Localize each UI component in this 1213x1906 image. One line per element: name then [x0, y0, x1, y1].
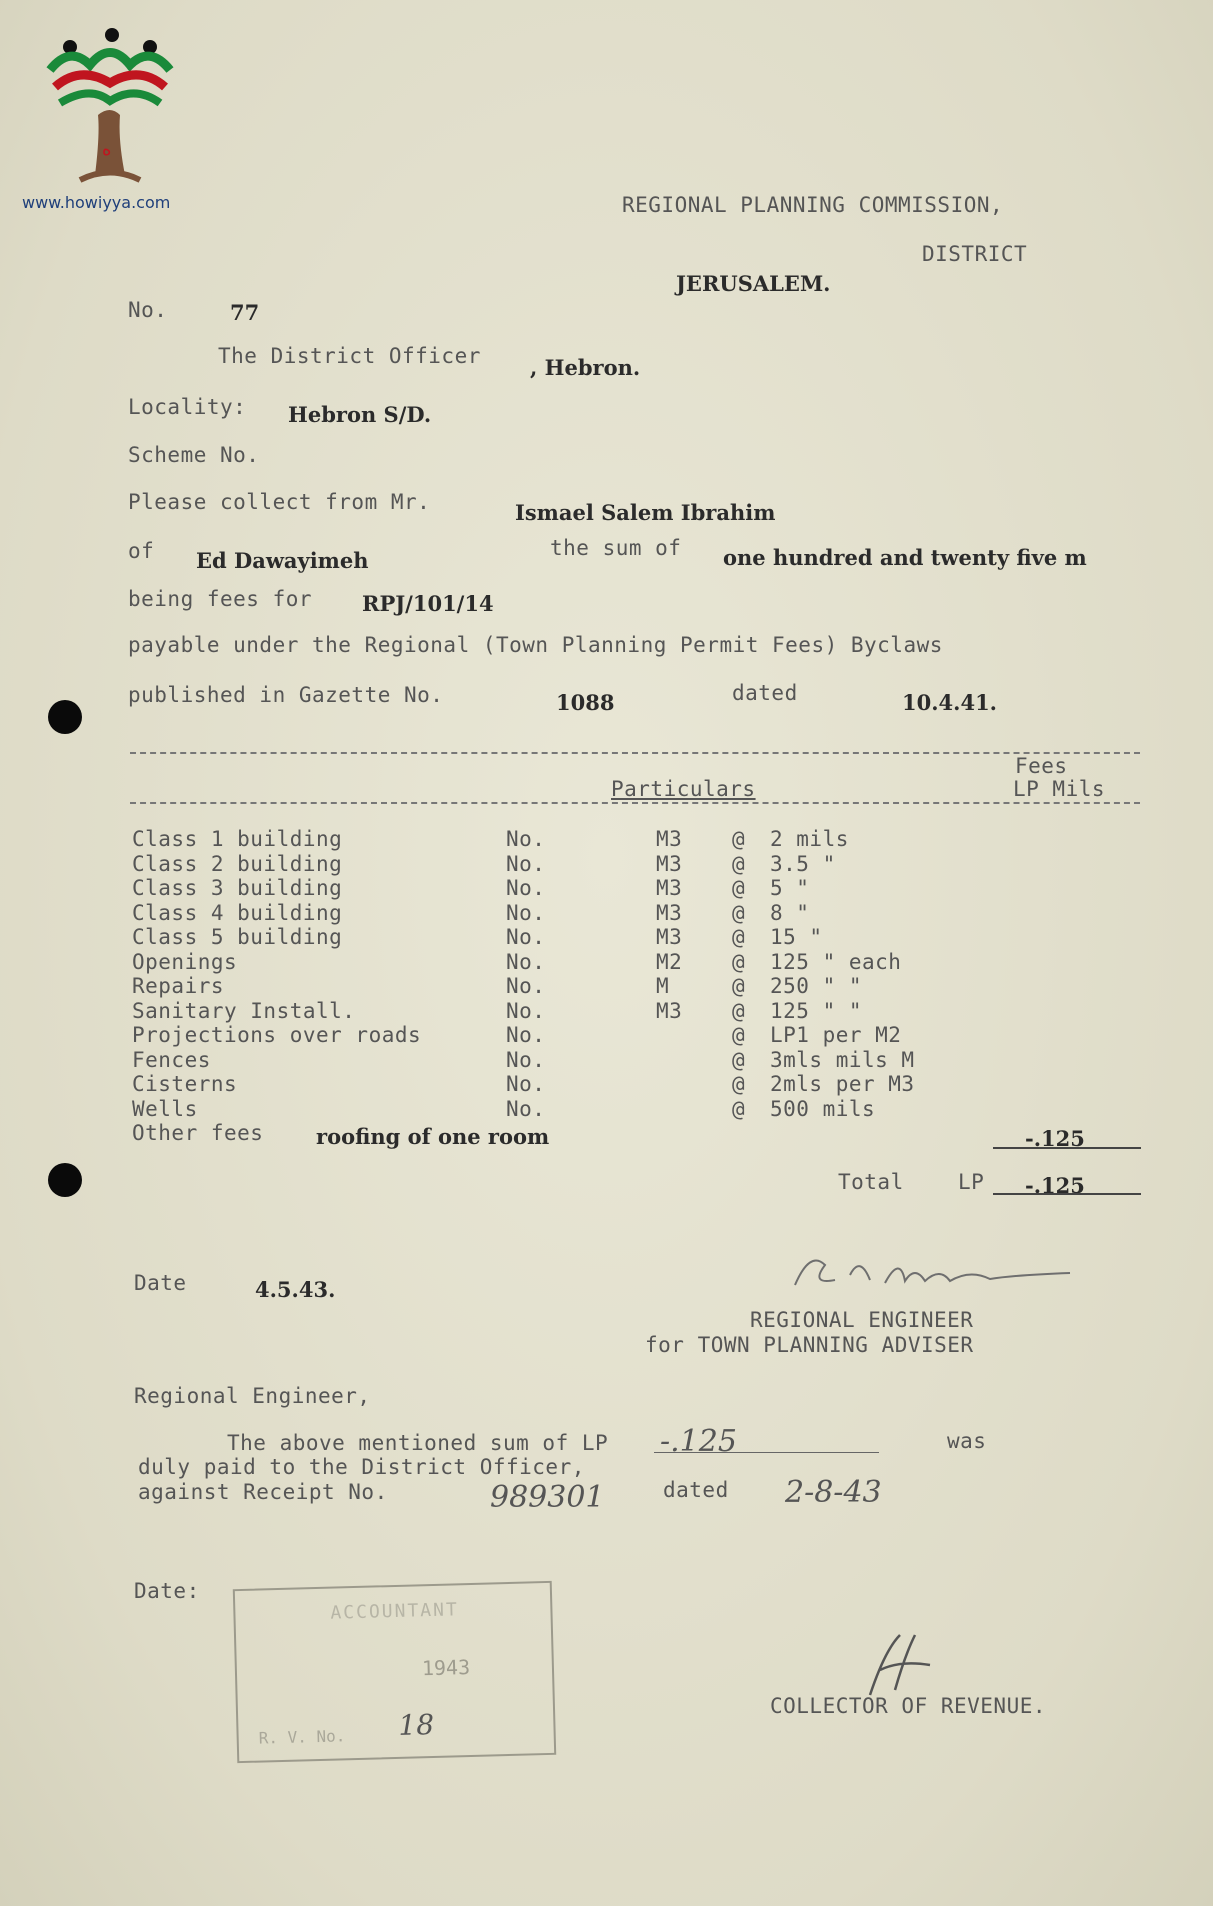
table-row-at: @	[732, 1023, 746, 1047]
table-row-label: Class 1 building	[132, 827, 343, 851]
payer-name: Ismael Salem Ibrahim	[515, 500, 776, 525]
table-row-label: Class 3 building	[132, 876, 343, 900]
table-unit-column	[656, 827, 682, 1023]
collector-title: COLLECTOR OF REVENUE.	[770, 1694, 1047, 1718]
total-amount: -.125	[1025, 1173, 1085, 1198]
table-labels-column	[132, 827, 421, 1121]
total-underline	[993, 1193, 1141, 1195]
sum-value: one hundred and twenty five m	[723, 545, 1087, 570]
receipt-dated-label: dated	[663, 1478, 729, 1502]
table-row-no: No.	[506, 1023, 546, 1047]
table-row-no: No.	[506, 998, 546, 1023]
receipt-line1: The above mentioned sum of LP	[227, 1431, 609, 1455]
table-row-unit: M3	[656, 876, 683, 900]
locality-value: Hebron S/D.	[288, 402, 432, 427]
table-at-column	[732, 827, 745, 1121]
table-row-rate: 15 "	[770, 925, 823, 949]
table-row-label: Fences	[132, 1047, 211, 1072]
stamp-title: ACCOUNTANT	[330, 1599, 460, 1624]
other-fees-underline	[993, 1147, 1141, 1149]
table-row-label: Class 4 building	[132, 900, 343, 925]
table-row-rate: LP1 per M2	[770, 1023, 902, 1047]
table-row-unit: M3	[656, 900, 683, 925]
table-row-no: No.	[506, 851, 546, 876]
date-label: Date	[134, 1271, 187, 1295]
table-row-at: @	[732, 1096, 746, 1121]
stamp-rv-label: R. V. No.	[258, 1726, 346, 1748]
table-row-label: Cisterns	[132, 1072, 238, 1096]
receipt-amount-handwritten: -.125	[660, 1424, 737, 1459]
table-row-no: No.	[506, 925, 546, 949]
table-row-at: @	[732, 925, 746, 949]
receipt-number-handwritten: 989301	[490, 1480, 605, 1515]
collect-label: Please collect from Mr.	[128, 490, 431, 514]
table-row-rate: 3.5 "	[770, 851, 836, 876]
table-row-at: @	[732, 1072, 746, 1096]
table-row-no: No.	[506, 1096, 546, 1121]
table-row-rate: 125 " "	[770, 998, 863, 1023]
table-row-unit: M3	[656, 851, 683, 876]
table-row-no: No.	[506, 876, 546, 900]
table-row-rate: 250 " "	[770, 974, 863, 998]
table-row-unit: M3	[656, 827, 683, 851]
table-row-label: Class 2 building	[132, 851, 343, 876]
gazette-dated-label: dated	[732, 681, 798, 705]
table-row-no: No.	[506, 827, 546, 851]
receipt-salutation: Regional Engineer,	[134, 1384, 371, 1408]
district-value: JERUSALEM.	[676, 271, 831, 296]
gazette-number: 1088	[556, 690, 615, 715]
table-row-unit: M3	[656, 998, 683, 1023]
addressee-value: , Hebron.	[530, 355, 641, 380]
table-row-label: Sanitary Install.	[132, 998, 356, 1023]
receipt-amount-underline	[654, 1452, 879, 1453]
table-row-label: Openings	[132, 949, 238, 974]
table-row-at: @	[732, 827, 746, 851]
table-row-rate: 8 "	[770, 900, 810, 925]
table-row-label: Projections over roads	[132, 1023, 422, 1047]
table-row-no: No.	[506, 900, 546, 925]
fees-header: Fees	[1015, 754, 1068, 778]
table-top-rule	[130, 752, 1140, 754]
punch-hole-top	[48, 700, 82, 734]
receipt-date-label: Date:	[134, 1579, 200, 1603]
table-row-rate: 3mls mils M	[770, 1047, 915, 1072]
collector-signature	[860, 1630, 940, 1700]
table-row-unit: M3	[656, 925, 683, 949]
stamp-date: 1943	[421, 1655, 471, 1681]
other-fees-label: Other fees	[132, 1121, 264, 1145]
receipt-line2: duly paid to the District Officer,	[138, 1455, 585, 1479]
table-row-no: No.	[506, 949, 546, 974]
fees-for-label: being fees for	[128, 587, 313, 611]
svg-text:ه: ه	[102, 139, 112, 160]
table-row-rate: 500 mils	[770, 1096, 876, 1121]
watermark-url: www.howiyya.com	[22, 193, 171, 212]
scheme-label: Scheme No.	[128, 443, 260, 467]
table-header-rule	[130, 802, 1140, 804]
other-fees-amount: -.125	[1025, 1126, 1085, 1151]
engineer-signature	[780, 1245, 1080, 1305]
table-row-no: No.	[506, 1072, 546, 1096]
receipt-line1-end: was	[947, 1429, 987, 1453]
engineer-subtitle: for TOWN PLANNING ADVISER	[645, 1333, 974, 1357]
stamp-rv-value: 18	[397, 1707, 435, 1742]
table-row-no: No.	[506, 974, 546, 998]
table-row-at: @	[732, 1047, 746, 1072]
commission-title: REGIONAL PLANNING COMMISSION,	[622, 193, 1004, 217]
engineer-title: REGIONAL ENGINEER	[750, 1308, 974, 1332]
locality-label: Locality:	[128, 395, 247, 419]
table-row-at: @	[732, 900, 746, 925]
fees-for-value: RPJ/101/14	[362, 591, 494, 616]
table-row-no: No.	[506, 1047, 546, 1072]
date-value: 4.5.43.	[255, 1277, 336, 1302]
payable-text: payable under the Regional (Town Planning Permit Fees) Byclaws	[128, 633, 943, 657]
table-row-unit: M	[656, 974, 670, 998]
gazette-label: published in Gazette No.	[128, 683, 444, 707]
table-rate-column	[770, 827, 915, 1121]
table-row-rate: 2mls per M3	[770, 1072, 915, 1096]
howiyya-logo	[40, 25, 180, 190]
table-no-column	[506, 827, 545, 1121]
table-row-rate: 125 " each	[770, 949, 902, 974]
table-row-label: Wells	[132, 1096, 198, 1121]
of-value: Ed Dawayimeh	[196, 548, 369, 573]
sum-label: the sum of	[550, 536, 682, 560]
table-row-rate: 5 "	[770, 876, 810, 900]
table-row-at: @	[732, 974, 746, 998]
other-fees-value: roofing of one room	[316, 1124, 550, 1149]
number-value: 77	[230, 300, 260, 325]
gazette-date: 10.4.41.	[902, 690, 997, 715]
fees-sub-header: LP Mils	[1013, 777, 1106, 801]
table-row-label: Repairs	[132, 974, 225, 998]
district-label: DISTRICT	[922, 242, 1028, 266]
of-label: of	[128, 539, 155, 563]
accountant-stamp	[233, 1581, 556, 1763]
particulars-header: Particulars	[611, 777, 756, 801]
table-row-label: Class 5 building	[132, 925, 343, 949]
number-label: No.	[128, 298, 168, 322]
receipt-date-handwritten: 2-8-43	[785, 1475, 882, 1510]
table-row-at: @	[732, 998, 746, 1023]
table-row-at: @	[732, 876, 746, 900]
table-row-unit: M2	[656, 949, 683, 974]
receipt-line3: against Receipt No.	[138, 1480, 388, 1504]
punch-hole-bottom	[48, 1163, 82, 1197]
table-row-at: @	[732, 949, 746, 974]
table-row-rate: 2 mils	[770, 827, 849, 851]
total-currency: LP	[958, 1170, 985, 1194]
total-label: Total	[838, 1170, 904, 1194]
addressee-label: The District Officer	[218, 344, 481, 368]
table-row-at: @	[732, 851, 746, 876]
